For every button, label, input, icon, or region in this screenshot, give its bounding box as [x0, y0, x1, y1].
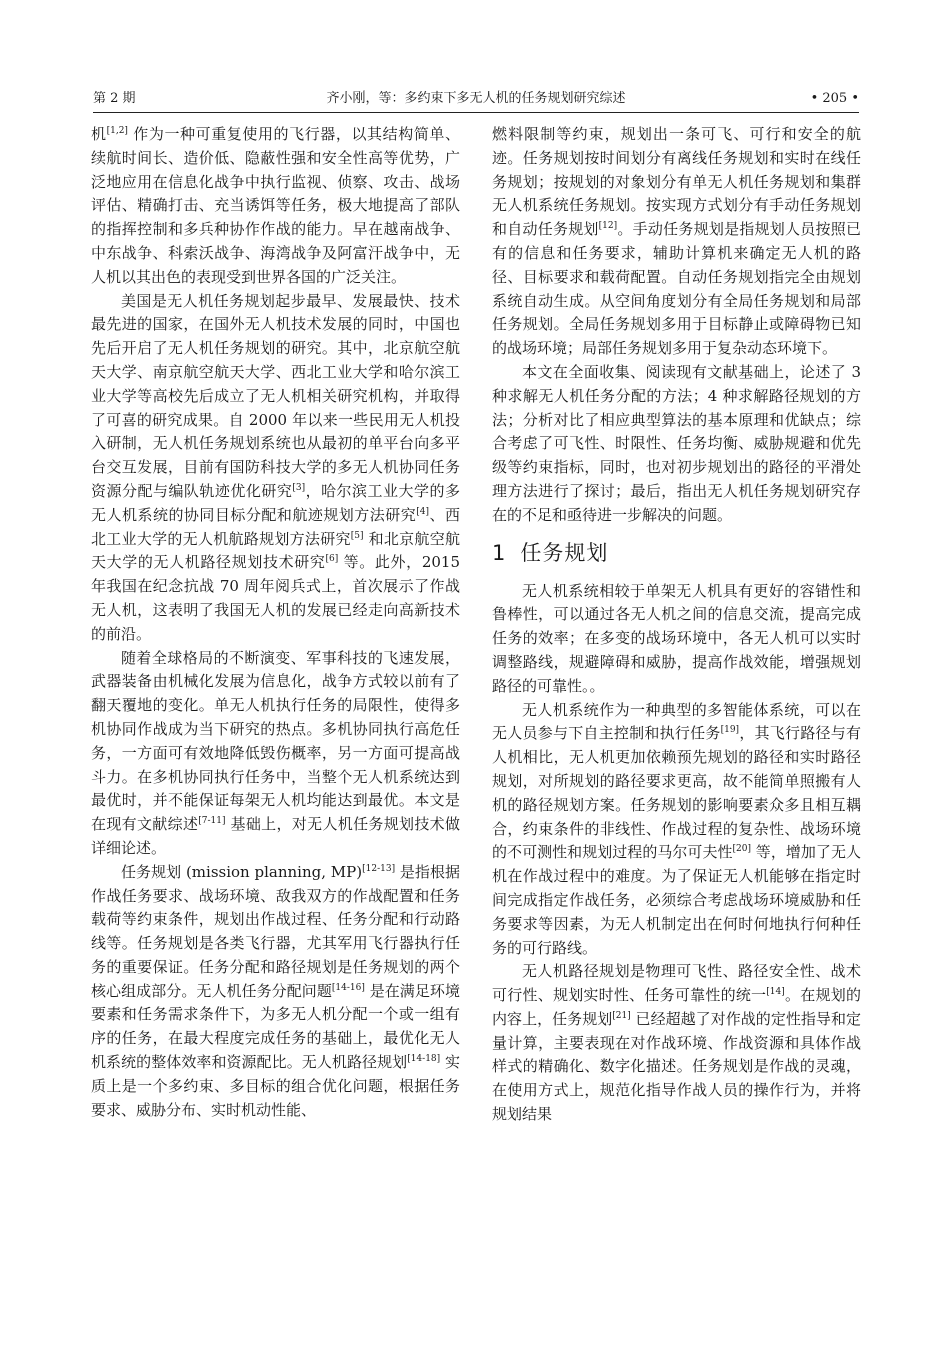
citation: [4]: [416, 506, 429, 517]
text-run: 无人机系统相较于单架无人机具有更好的容错性和鲁棒性，可以通过各无人机之间的信息交流，提高完成任务的效率；在多变的战场环境中，各无人机可以实时调整路线，规避障碍和威胁，提高作战效能，增强规划路径的可靠性。。: [492, 581, 861, 695]
citation: [12-13]: [362, 863, 396, 874]
citation: [3]: [292, 482, 306, 493]
citation: [12]: [598, 221, 618, 232]
text-run: 、西北工业大学的无人机航路规划方法研究: [91, 505, 460, 548]
text-run: 作为一种可重复使用的飞行器，以其结构简单、续航时间长、造价低、隐蔽性强和安全性高等优势，广泛地应用在信息化战争中执行监视、侦察、攻击、战场评估、精确打击、充当诱饵等任务，极大地提高了部队的指挥控制和多兵种协作作战的能力。早在越南战争、中东战争、科索沃战争、海湾战争及阿富汗战争中，无人机以其出色的表现受到世界各国的广泛关注。: [91, 125, 460, 286]
text-run: 等，增加了无人机在作战过程中的难度。为了保证无人机能够在指定时间完成指定作战任务，必须综合考虑战场环境威胁和任务要求等因素，为无人机制定出在何时何地执行何种任务的可行路线。: [492, 843, 861, 957]
citation: [7-11]: [198, 816, 226, 827]
text-run: 随着全球格局的不断演变、军事科技的飞速发展，武器装备由机械化发展为信息化，战争方式较以前有了翻天覆地的变化。单无人机执行任务的局限性，使得多机协同作战成为当下研究的热点。多机协同执行高危任务，一方面可有效地降低毁伤概率，另一方面可提高战斗力。在多机协同执行任务中，当整个无人机系统达到最优时，并不能保证每架无人机均能达到最优。本文是在现有文献综述: [91, 648, 460, 834]
text-run: 。在规划的内容上，任务规划: [492, 986, 861, 1028]
running-title: 齐小刚，等：多约束下多无人机的任务规划研究综述: [326, 91, 626, 106]
text-run: 燃料限制等约束，规划出一条可飞、可行和安全的航迹。任务规划按时间划分有离线任务规划和实时在线任务规划；按规划的对象划分有单无人机任务规划和集群无人机系统任务规划。按实现方式划分有手动任务规划和自动任务规划: [492, 125, 861, 239]
text-run: 无人机路径规划是物理可飞性、路径安全性、战术可行性、规划实时性、任务可靠性的统一: [492, 962, 861, 1005]
paragraph: [492, 361, 861, 528]
text-run: 基础上，对无人机任务规划技术做详细论述。: [91, 815, 460, 857]
text-run: 是在满足环境要素和任务需求条件下，为多无人机分配一个或一组有序的任务，在最大程度完成任务的基础上，最优化无人机系统的整体效率和资源配比。无人机路径规划: [91, 981, 460, 1072]
text-run: ，其飞行路径与有人机相比，无人机更加依赖预先规划的路径和实时路径规划，对所规划的路径要求更高，故不能简单照搬有人机的路径规划方案。任务规划的影响要素众多且相互耦合，约束条件的非线性、作战过程的复杂性、战场环境的不可测性和规划过程的马尔可夫性: [492, 724, 861, 862]
paragraph: [91, 290, 460, 647]
right-column: [492, 123, 861, 1127]
citation: [20]: [732, 844, 751, 855]
text-run: 是指根据作战任务要求、战场环境、敌我双方的作战配置和任务载荷等约束条件，规划出作战过程、任务分配和行动路线等。任务规划是各类飞行器，尤其军用飞行器执行任务的重要保证。任务分配和路径规划是任务规划的两个核心组成部分。无人机任务分配问题: [91, 862, 460, 1000]
citation: [14]: [766, 987, 785, 998]
paragraph: [492, 580, 861, 699]
left-column: [91, 123, 460, 1122]
page-number: • 205 •: [810, 91, 859, 106]
citation: [1,2]: [106, 126, 128, 136]
text-run: 机: [91, 125, 107, 143]
text-run: 本文在全面收集、阅读现有文献基础上，论述了 3 种求解无人机任务分配的方法；4 种求解路径规划的方法；分析对比了相应典型算法的基本原理和优缺点；综合考虑了可飞性、时限性、任务均衡、威胁规避和优先级等约束指标，同时，也对初步规划出的路径的平滑处理方法进行了探讨；最后，指出无人机任务规划研究存在的不足和亟待进一步解决的问题。: [492, 362, 861, 524]
text-run: 。手动任务规划是指规划人员按照已有的信息和任务要求，辅助计算机来确定无人机的路径、目标要求和载荷配置。自动任务规划指完全由规划系统自动生成。从空间角度划分有全局任务规划和局部任务规划。全局任务规划多用于目标静止或障碍物已知的战场环境；局部任务规划多用于复杂动态环境下。: [492, 220, 861, 358]
page-header: [93, 86, 859, 113]
citation: [5]: [350, 530, 364, 541]
section-number: 1: [492, 540, 507, 565]
section-heading: [492, 538, 861, 568]
text-run: 等。此外，2015 年我国在纪念抗战 70 周年阅兵式上，首次展示了作战无人机，这表明了我国无人机的发展已经走向高新技术的前沿。: [91, 553, 460, 643]
paragraph: [492, 699, 861, 961]
text-run: ，哈尔滨工业大学的多无人机系统的协同目标分配和航迹规划方法研究: [91, 481, 460, 524]
paragraph: [492, 123, 861, 361]
paragraph: [91, 123, 460, 290]
citation: [21]: [612, 1010, 631, 1021]
paragraph: [91, 647, 460, 861]
text-run: 已经超越了对作战的定性指导和定量计算，主要表现在对作战环境、作战资源和具体作战样式的精确化、数字化描述。任务规划是作战的灵魂，在使用方式上，规范化指导作战人员的操作行为，并将规划结果: [492, 1009, 861, 1124]
paragraph: [91, 861, 460, 1123]
journal-issue: 第 2 期: [93, 91, 136, 106]
paragraph: [492, 960, 861, 1127]
citation: [19]: [720, 725, 740, 736]
text-run: 美国是无人机任务规划起步最早、发展最快、技术最先进的国家，在国外无人机技术发展的同时，中国也先后开启了无人机任务规划的研究。其中，北京航空航天大学、南京航空航天大学、西北工业大学和哈尔滨工业大学等高校先后成立了无人机相关研究机构，并取得了可喜的研究成果。自 2000 年以来一些民用无人机投入研制，无人机任务规划系统也从最初的单平台向多平台交互发展，目前有国防科技大学的多无人机协同任务资源分配与编队轨迹优化研究: [91, 291, 460, 500]
citation: [6]: [325, 554, 339, 565]
text-run: 实质上是一个多约束、多目标的组合优化问题，根据任务要求、威胁分布、实时机动性能、: [91, 1053, 460, 1119]
text-run: 和北京航空航天大学的无人机路径规划技术研究: [91, 529, 460, 572]
text-run: 任务规划 (mission planning, MP): [121, 862, 363, 881]
citation: [14-16]: [331, 982, 365, 993]
text-run: 无人机系统作为一种典型的多智能体系统，可以在无人员参与下自主控制和执行任务: [492, 700, 861, 743]
citation: [14-18]: [407, 1054, 441, 1065]
section-title: 任务规划: [520, 540, 609, 565]
